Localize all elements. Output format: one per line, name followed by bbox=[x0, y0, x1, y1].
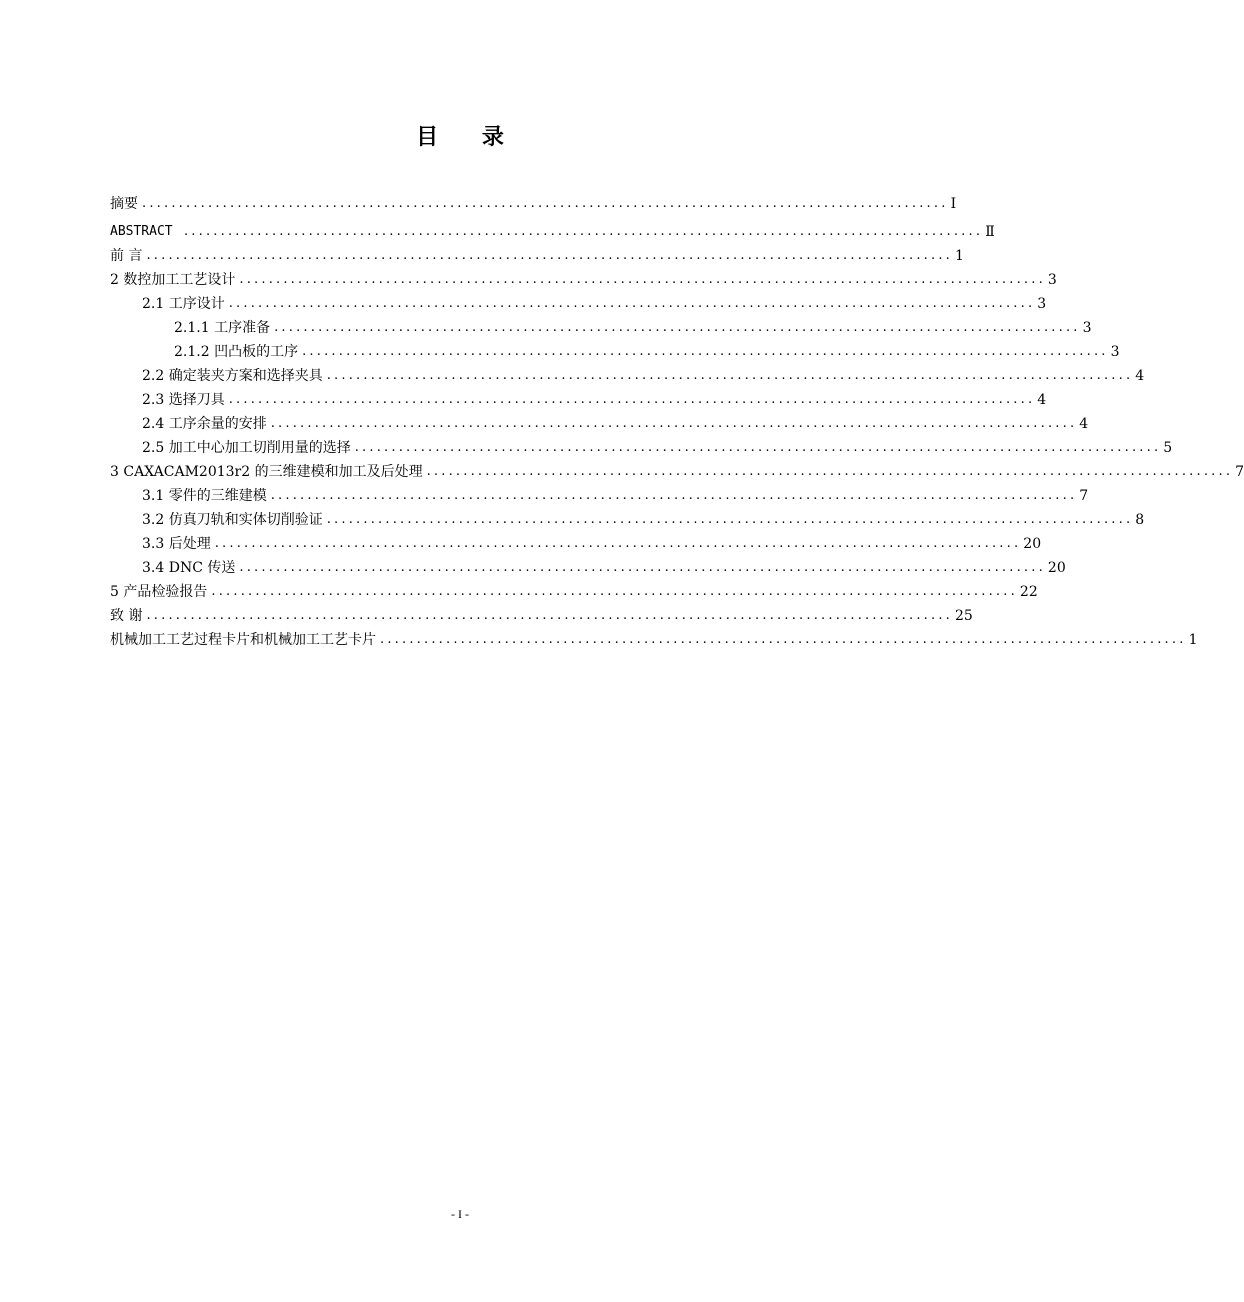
toc-entry-2-4[interactable] bbox=[110, 408, 1089, 432]
toc-leader-dots: .............................................................................................................. bbox=[146, 248, 954, 263]
toc-entry-page: 4 bbox=[1037, 392, 1047, 408]
toc-leader-dots: .............................................................................................................. bbox=[326, 512, 1134, 527]
toc-entry-page: 1 bbox=[955, 248, 964, 264]
toc-leader-dots: .............................................................................................................. bbox=[270, 416, 1078, 431]
toc-entry-2-3[interactable] bbox=[110, 384, 1047, 408]
toc-entry-title: 摘要 bbox=[110, 196, 138, 212]
toc-leader-dots: .............................................................................................................. bbox=[211, 584, 1018, 599]
toc-entry-preface[interactable] bbox=[110, 240, 964, 264]
toc-entry-page: 3 bbox=[1082, 320, 1092, 336]
toc-entry-3-2[interactable] bbox=[110, 504, 1145, 528]
toc-entry-page: 3 bbox=[1110, 344, 1120, 360]
toc-entry-title: 致 谢 bbox=[110, 608, 143, 624]
toc-leader-dots: .............................................................................................................. bbox=[326, 368, 1134, 383]
toc-entry-page: 4 bbox=[1135, 368, 1145, 384]
toc-entry-title: 前 言 bbox=[110, 248, 143, 264]
toc-entry-title: 2.1.1 工序准备 bbox=[174, 320, 271, 336]
toc-entry-3-1[interactable] bbox=[110, 480, 1089, 504]
toc-entry-title: 3.1 零件的三维建模 bbox=[142, 488, 267, 504]
toc-entry-title: 2.3 选择刀具 bbox=[142, 392, 225, 408]
page-title: 目 录 bbox=[416, 125, 522, 150]
toc-entry-page: 22 bbox=[1019, 584, 1038, 600]
toc-leader-dots: .............................................................................................................. bbox=[146, 608, 954, 623]
toc-entry-title: 3.4 DNC 传送 bbox=[142, 560, 236, 576]
toc-entry-2-5[interactable] bbox=[110, 432, 1173, 456]
toc-entry-title: 2.1.2 凹凸板的工序 bbox=[174, 344, 299, 360]
toc-leader-dots: .............................................................................................................. bbox=[354, 440, 1162, 455]
toc-leader-dots: .............................................................................................................. bbox=[142, 196, 949, 211]
toc-entry-title: 5 产品检验报告 bbox=[110, 584, 208, 600]
toc-leader-dots: .............................................................................................................. bbox=[228, 392, 1036, 407]
toc-entry-title: 机械加工工艺过程卡片和机械加工工艺卡片 bbox=[110, 632, 376, 648]
toc-leader-dots: .............................................................................................................. bbox=[270, 488, 1078, 503]
toc-entry-title: 2.5 加工中心加工切削用量的选择 bbox=[142, 440, 351, 456]
toc-entry-page: 8 bbox=[1135, 512, 1145, 528]
toc-entry-page: Ⅰ bbox=[950, 196, 957, 212]
toc-entry-2-1[interactable] bbox=[110, 288, 1047, 312]
toc-entry-page: 3 bbox=[1037, 296, 1047, 312]
toc-entry-title: 2 数控加工工艺设计 bbox=[110, 272, 236, 288]
toc-entry-title: 2.4 工序余量的安排 bbox=[142, 416, 267, 432]
toc-entry-page: 1 bbox=[1188, 632, 1198, 648]
table-of-contents bbox=[110, 186, 1244, 648]
toc-entry-abstract-en[interactable] bbox=[110, 212, 995, 240]
toc-leader-dots: .............................................................................................................. bbox=[426, 464, 1234, 479]
toc-leader-dots: .............................................................................................................. bbox=[228, 296, 1036, 311]
toc-entry-3-4[interactable] bbox=[110, 552, 1066, 576]
toc-leader-dots: .............................................................................................................. bbox=[302, 344, 1109, 359]
toc-entry-page: Ⅱ bbox=[985, 224, 995, 240]
toc-entry-title: 3.3 后处理 bbox=[142, 536, 211, 552]
toc-entry-2-1-2[interactable] bbox=[110, 336, 1120, 360]
toc-entry-title: 2.2 确定装夹方案和选择夹具 bbox=[142, 368, 323, 384]
toc-entry-3-3[interactable] bbox=[110, 528, 1042, 552]
toc-leader-dots: .............................................................................................................. bbox=[239, 560, 1046, 575]
toc-leader-dots: .............................................................................................................. bbox=[214, 536, 1022, 551]
toc-entry-title: 3.2 仿真刀轨和实体切削验证 bbox=[142, 512, 323, 528]
toc-entry-page: 7 bbox=[1079, 488, 1089, 504]
toc-entry-page: 3 bbox=[1047, 272, 1057, 288]
toc-entry-abstract-cn[interactable] bbox=[110, 186, 957, 212]
toc-entry-2-2[interactable] bbox=[110, 360, 1145, 384]
toc-entry-page: 20 bbox=[1047, 560, 1066, 576]
toc-entry-title: 3 CAXACAM2013r2 的三维建模和加工及后处理 bbox=[110, 464, 423, 480]
toc-entry-page: 5 bbox=[1163, 440, 1173, 456]
toc-leader-dots: ............................................................................................................. bbox=[176, 224, 984, 239]
page-number-footer: - I - bbox=[451, 1207, 469, 1221]
toc-entry-page: 25 bbox=[955, 608, 973, 624]
toc-entry-acknowledgements[interactable] bbox=[110, 600, 973, 624]
toc-entry-title: ABSTRACT bbox=[110, 224, 173, 239]
toc-entry-chapter-3[interactable] bbox=[110, 456, 1244, 480]
toc-entry-2-1-1[interactable] bbox=[110, 312, 1092, 336]
toc-leader-dots: .............................................................................................................. bbox=[274, 320, 1081, 335]
toc-entry-page: 20 bbox=[1023, 536, 1042, 552]
toc-leader-dots: .............................................................................................................. bbox=[380, 632, 1187, 647]
toc-entry-page: 7 bbox=[1235, 464, 1244, 480]
toc-entry-chapter-5[interactable] bbox=[110, 576, 1038, 600]
toc-entry-title: 2.1 工序设计 bbox=[142, 296, 225, 312]
toc-leader-dots: .............................................................................................................. bbox=[239, 272, 1046, 287]
toc-entry-process-cards[interactable] bbox=[110, 624, 1198, 648]
toc-entry-page: 4 bbox=[1079, 416, 1089, 432]
toc-entry-chapter-2[interactable] bbox=[110, 264, 1057, 288]
